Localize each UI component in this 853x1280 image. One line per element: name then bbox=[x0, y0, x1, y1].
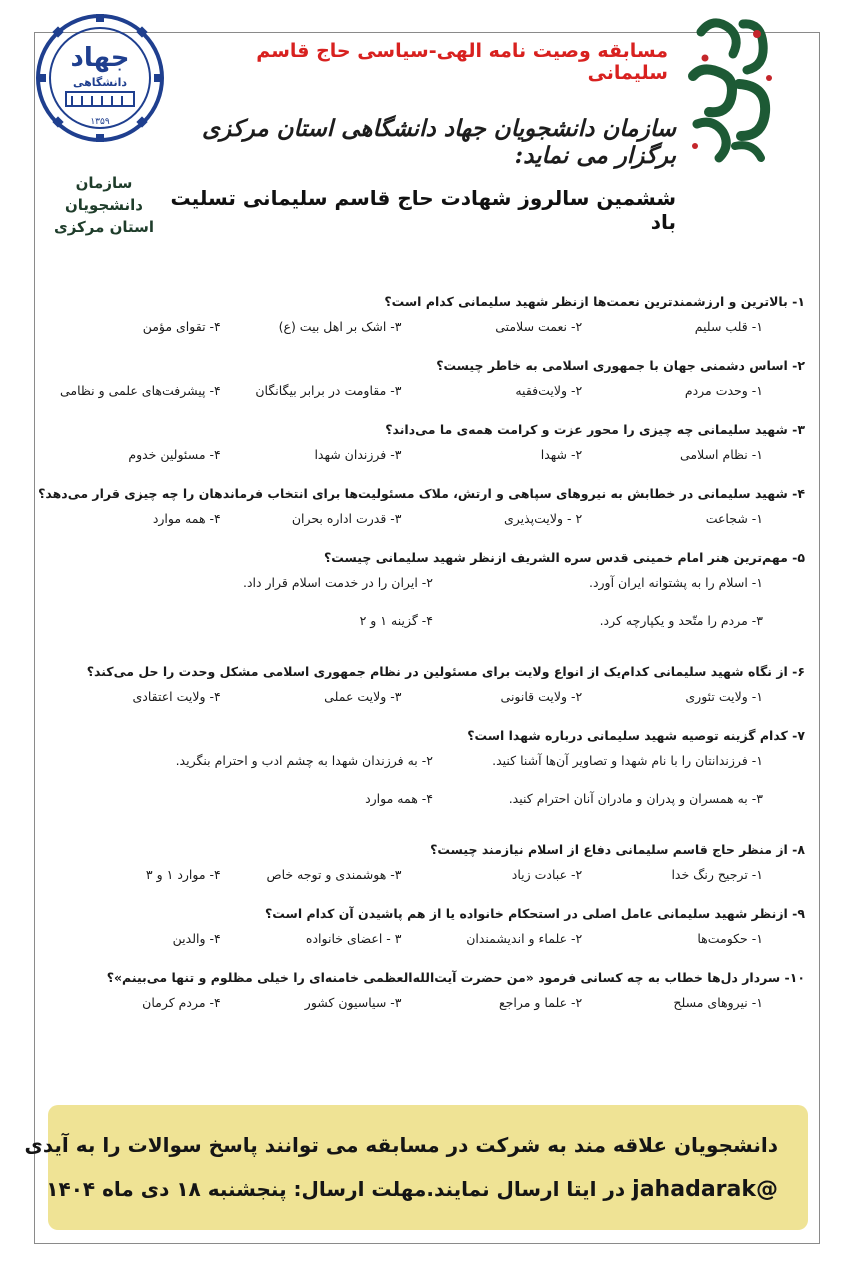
question-text: ۱- بالاترین و ارزشمندترین نعمت‌ها ازنظر شهید سلیمانی کدام است؟ bbox=[384, 294, 805, 309]
question-text: ۹- ازنظر شهید سلیمانی عامل اصلی در استحکام خانواده یا از هم پاشیدن آن کدام است؟ bbox=[265, 906, 805, 921]
option: ۴- گزینه ۱ و ۲ bbox=[359, 613, 433, 628]
option: ۴- والدین bbox=[172, 931, 221, 946]
option: ۴- همه موارد bbox=[365, 791, 433, 806]
question-9 bbox=[40, 902, 815, 952]
question-10 bbox=[40, 966, 815, 1016]
question-5 bbox=[40, 546, 815, 646]
contest-title: مسابقه وصیت نامه الهی-سیاسی حاج قاسم سلیمانی bbox=[256, 40, 668, 84]
option: ۴- مردم کرمان bbox=[142, 995, 221, 1010]
notice-line-2 bbox=[46, 1177, 778, 1202]
left-org-line2: استان مرکزی bbox=[53, 218, 155, 236]
submission-notice bbox=[24, 1105, 808, 1230]
option: ۲- عبادت زیاد bbox=[511, 867, 583, 882]
option: ۴- تقوای مؤمن bbox=[142, 319, 221, 334]
question-2 bbox=[40, 354, 815, 404]
option: ۳ - اعضای خانواده bbox=[305, 931, 402, 946]
option: ۱- فرزندانتان را با نام شهدا و تصاویر آن‌ها آشنا کنید. bbox=[492, 753, 763, 768]
option: ۱- شجاعت bbox=[705, 511, 763, 526]
option: ۳- هوشمندی و توجه خاص bbox=[266, 867, 402, 882]
option: ۳- اشک بر اهل بیت (ع) bbox=[278, 319, 402, 334]
question-options bbox=[40, 442, 815, 468]
question-options bbox=[40, 926, 815, 952]
option: ۲- علماء و اندیشمندان bbox=[466, 931, 583, 946]
option: ۱- حکومت‌ها bbox=[697, 931, 763, 946]
question-text: ۲- اساس دشمنی جهان با جمهوری اسلامی به خاطر چیست؟ bbox=[436, 358, 805, 373]
left-org-line1: سازمان دانشجویان bbox=[64, 174, 144, 214]
question-1 bbox=[40, 290, 815, 340]
question-list bbox=[40, 290, 815, 1030]
eitaa-handle[interactable]: @jahadarak bbox=[632, 1177, 778, 1202]
question-options bbox=[40, 378, 815, 404]
jahad-daneshgahi-logo bbox=[36, 12, 164, 144]
question-options bbox=[40, 990, 815, 1016]
option: ۱- ولایت تئوری bbox=[685, 689, 763, 704]
option: ۳- ولایت عملی bbox=[324, 689, 402, 704]
question-options bbox=[40, 684, 815, 710]
option: ۳- مردم را متّحد و یکپارچه کرد. bbox=[599, 613, 763, 628]
option: ۱- ترجیح رنگ خدا bbox=[671, 867, 763, 882]
question-text: ۷- کدام گزینه توصیه شهید سلیمانی درباره شهدا است؟ bbox=[467, 728, 805, 743]
condolence-subtitle: ششمین سالروز شهادت حاج قاسم سلیمانی تسلیت باد bbox=[170, 186, 676, 234]
option: ۱- نظام اسلامی bbox=[680, 447, 763, 462]
question-options bbox=[40, 506, 815, 532]
maktab-haj-qasem-logo bbox=[683, 14, 779, 174]
option: ۳- سیاسیون کشور bbox=[304, 995, 402, 1010]
question-options bbox=[40, 314, 815, 340]
notice-deadline: در ایتا ارسال نمایند.مهلت ارسال: پنجشنبه ۱۸ دی ماه ۱۴۰۴ bbox=[46, 1177, 633, 1201]
question-text: ۶- از نگاه شهید سلیمانی کدام‌یک از انواع ولایت برای مسئولین در نظام جمهوری اسلامی مشکل وحدت را حل می‌کند؟ bbox=[86, 664, 805, 679]
option: ۲- به فرزندان شهدا به چشم ادب و احترام بنگرید. bbox=[175, 753, 433, 768]
question-text: ۳- شهید سلیمانی چه چیزی را محور عزت و کرامت همه‌ی ما می‌داند؟ bbox=[385, 422, 805, 437]
organizer-heading: سازمان دانشجویان جهاد دانشگاهی استان مرکزی برگزار می نماید: bbox=[201, 115, 676, 169]
question-3 bbox=[40, 418, 815, 468]
option: ۲- نعمت سلامتی bbox=[495, 319, 583, 334]
question-4 bbox=[40, 482, 815, 532]
question-options bbox=[40, 570, 815, 646]
option: ۲- ولایت‌فقیه bbox=[515, 383, 583, 398]
option: ۴- همه موارد bbox=[152, 511, 221, 526]
option: ۴- موارد ۱ و ۳ bbox=[145, 867, 221, 882]
logo-word-main: جهاد bbox=[70, 43, 130, 73]
notice-line-1: دانشجویان علاقه مند به شرکت در مسابقه می توانند پاسخ سوالات را به آیدی bbox=[24, 1133, 778, 1157]
question-text: ۵- مهم‌ترین هنر امام خمینی قدس سره الشریف ازنظر شهید سلیمانی چیست؟ bbox=[324, 550, 805, 565]
question-6 bbox=[40, 660, 815, 710]
question-options bbox=[40, 862, 815, 888]
option: ۲- ولایت قانونی bbox=[500, 689, 583, 704]
option: ۲- شهدا bbox=[540, 447, 583, 462]
option: ۱- نیروهای مسلح bbox=[673, 995, 763, 1010]
option: ۱- قلب سلیم bbox=[694, 319, 763, 334]
question-7 bbox=[40, 724, 815, 824]
logo-word-sub: دانشگاهی bbox=[72, 76, 128, 89]
option: ۱- وحدت مردم bbox=[684, 383, 763, 398]
option: ۳- قدرت اداره بحران bbox=[291, 511, 402, 526]
option: ۴- مسئولین خدوم bbox=[128, 447, 221, 462]
option: ۳- مقاومت در برابر بیگانگان bbox=[255, 383, 402, 398]
option: ۳- فرزندان شهدا bbox=[314, 447, 402, 462]
option: ۱- اسلام را به پشتوانه ایران آورد. bbox=[588, 575, 763, 590]
option: ۲ - ولایت‌پذیری bbox=[503, 511, 583, 526]
option: ۲- علما و مراجع bbox=[498, 995, 583, 1010]
question-text: ۱۰- سردار دل‌ها خطاب به چه کسانی فرمود «من حضرت آیت‌الله‌العظمی خامنه‌ای را خیلی مظلوم و تنها می‌بینم»؟ bbox=[106, 970, 805, 985]
question-options bbox=[40, 748, 815, 824]
option: ۲- ایران را در خدمت اسلام قرار داد. bbox=[242, 575, 433, 590]
option: ۴- پیشرفت‌های علمی و نظامی bbox=[59, 383, 221, 398]
question-text: ۴- شهید سلیمانی در خطابش به نیروهای سپاهی و ارتش، ملاک مسئولیت‌ها برای انتخاب فرماندهان را چه چیزی قرار می‌دهد؟ bbox=[38, 486, 805, 501]
option: ۳- به همسران و پدران و مادران آنان احترام کنید. bbox=[508, 791, 763, 806]
logo-year: ۱۳۵۹ bbox=[90, 117, 110, 127]
question-8 bbox=[40, 838, 815, 888]
question-text: ۸- از منظر حاج قاسم سلیمانی دفاع از اسلام نیازمند چیست؟ bbox=[430, 842, 805, 857]
option: ۴- ولایت اعتقادی bbox=[132, 689, 221, 704]
